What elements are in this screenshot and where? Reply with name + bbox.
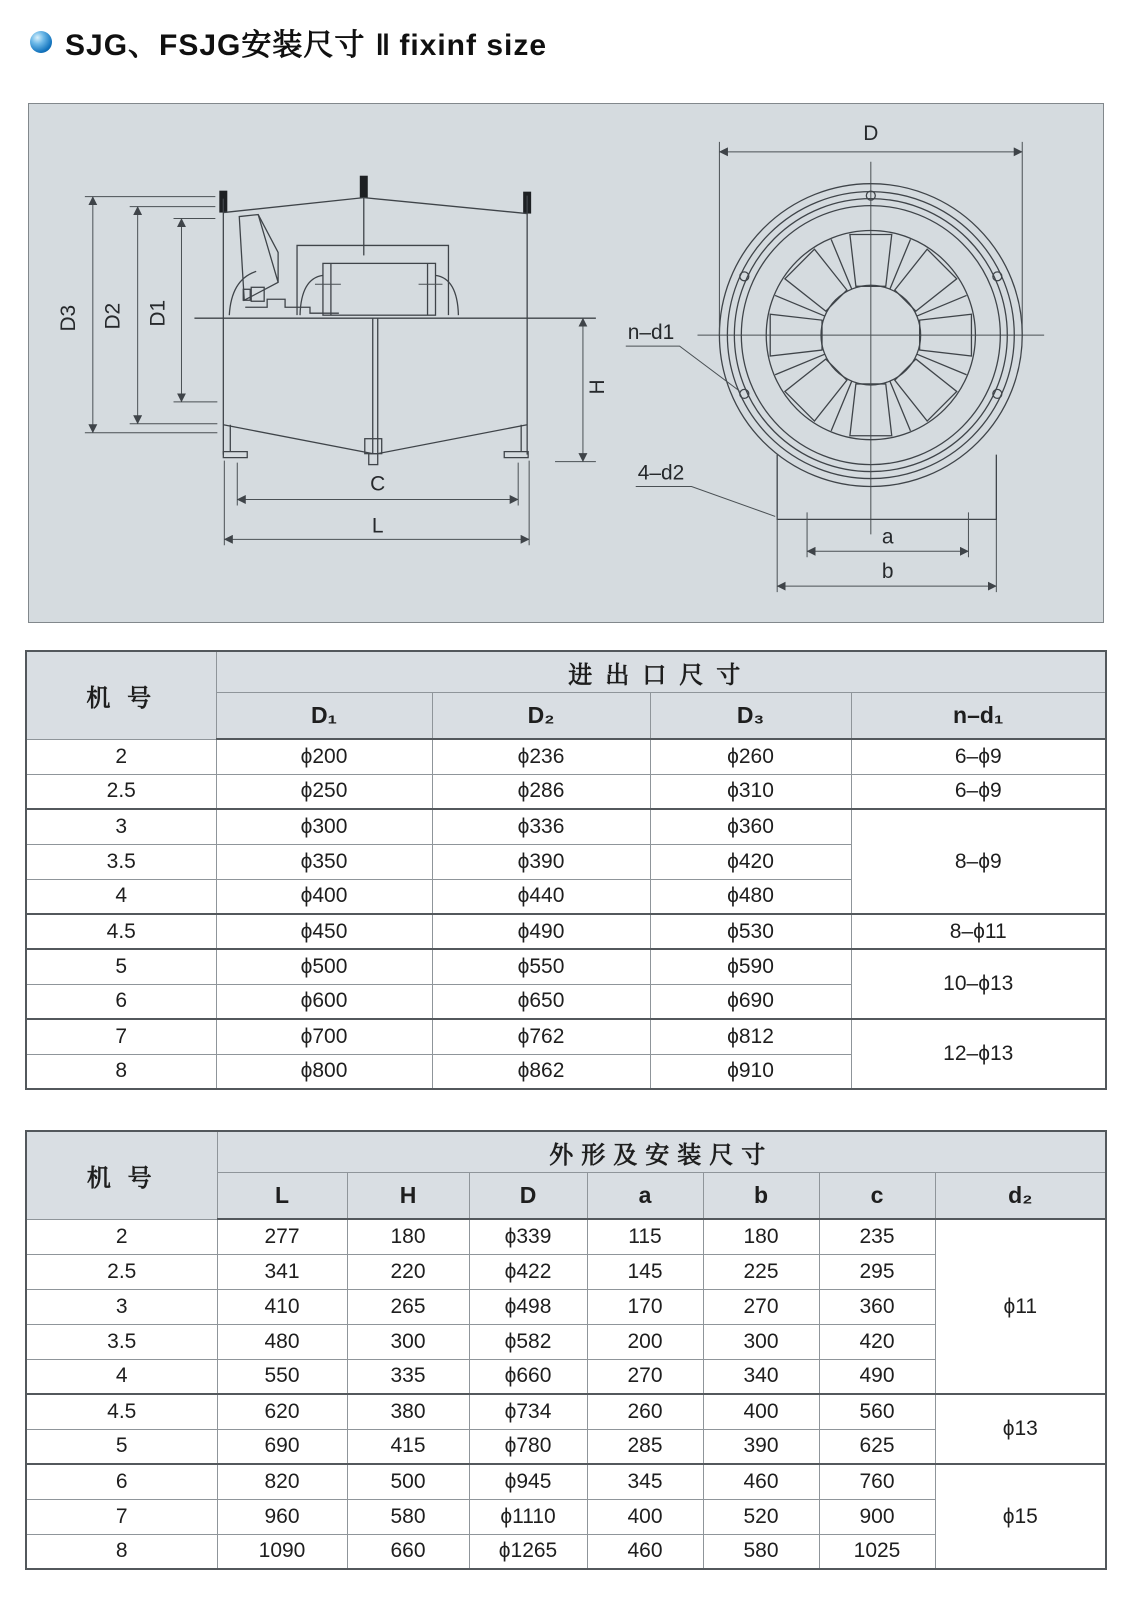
dim-label-d: D bbox=[863, 121, 879, 145]
table-cell: 225 bbox=[703, 1254, 819, 1289]
table-cell: ϕ260 bbox=[650, 739, 851, 774]
table-cell: ϕ300 bbox=[216, 809, 432, 844]
dim-label-l: L bbox=[371, 514, 384, 538]
table-cell: 8–ϕ11 bbox=[851, 914, 1106, 949]
table-cell: ϕ360 bbox=[650, 809, 851, 844]
dim-label-b: b bbox=[881, 560, 894, 584]
dim-label-a: a bbox=[881, 525, 894, 549]
dim-label-d2: D2 bbox=[101, 302, 125, 330]
table-cell: 660 bbox=[347, 1534, 469, 1569]
table-cell: ϕ910 bbox=[650, 1054, 851, 1089]
front-view-dimensions bbox=[626, 122, 1022, 592]
table-cell: ϕ600 bbox=[216, 984, 432, 1019]
page-title bbox=[65, 20, 547, 64]
table-cell: ϕ498 bbox=[469, 1289, 587, 1324]
table-cell: 580 bbox=[703, 1534, 819, 1569]
table-cell: 345 bbox=[587, 1464, 703, 1499]
table-cell: ϕ15 bbox=[935, 1464, 1106, 1569]
inlet-outlet-size-table bbox=[25, 650, 1107, 1090]
t2-header-col-c: c bbox=[819, 1173, 935, 1220]
anchor-post-center bbox=[360, 176, 368, 198]
machine-no-cell: 7 bbox=[26, 1019, 216, 1054]
table-cell: 460 bbox=[587, 1534, 703, 1569]
table-row bbox=[26, 1394, 1106, 1429]
table-cell: ϕ550 bbox=[432, 949, 650, 984]
machine-no-cell: 3.5 bbox=[26, 844, 216, 879]
table-cell: ϕ420 bbox=[650, 844, 851, 879]
table-row bbox=[26, 809, 1106, 844]
table-cell: ϕ236 bbox=[432, 739, 650, 774]
table-cell: 900 bbox=[819, 1499, 935, 1534]
table-cell: ϕ440 bbox=[432, 879, 650, 914]
table-cell: 820 bbox=[217, 1464, 347, 1499]
table-row bbox=[26, 914, 1106, 949]
table-cell: 180 bbox=[703, 1219, 819, 1254]
page-title-zh: SJG、FSJG安装尺寸 bbox=[65, 29, 366, 62]
table-cell: ϕ780 bbox=[469, 1429, 587, 1464]
table-cell: 6–ϕ9 bbox=[851, 739, 1106, 774]
dim-label-c: C bbox=[370, 472, 386, 496]
machine-no-cell: 6 bbox=[26, 1464, 217, 1499]
machine-no-cell: 2.5 bbox=[26, 1254, 217, 1289]
table-cell: ϕ13 bbox=[935, 1394, 1106, 1464]
table-cell: 200 bbox=[587, 1324, 703, 1359]
table-cell: 341 bbox=[217, 1254, 347, 1289]
table-cell: ϕ500 bbox=[216, 949, 432, 984]
table-cell: 390 bbox=[703, 1429, 819, 1464]
t2-header-col-a: a bbox=[587, 1173, 703, 1220]
table-cell: 285 bbox=[587, 1429, 703, 1464]
table-cell: 520 bbox=[703, 1499, 819, 1534]
callout-label-n-d1: n–d1 bbox=[627, 321, 675, 345]
t2-header-machine-no: 机 号 bbox=[26, 1131, 217, 1219]
table-cell: 235 bbox=[819, 1219, 935, 1254]
table-cell: 960 bbox=[217, 1499, 347, 1534]
table-cell: ϕ1110 bbox=[469, 1499, 587, 1534]
machine-no-cell: 2.5 bbox=[26, 774, 216, 809]
table-row bbox=[26, 1464, 1106, 1499]
table-cell: 12–ϕ13 bbox=[851, 1019, 1106, 1089]
table-cell: ϕ310 bbox=[650, 774, 851, 809]
table-cell: ϕ734 bbox=[469, 1394, 587, 1429]
outline-installation-size-table bbox=[25, 1130, 1107, 1570]
table-cell: 500 bbox=[347, 1464, 469, 1499]
table-cell: ϕ339 bbox=[469, 1219, 587, 1254]
table-cell: 480 bbox=[217, 1324, 347, 1359]
table-cell: 420 bbox=[819, 1324, 935, 1359]
title-separator: ‖ bbox=[375, 29, 392, 62]
t2-header-col-b: b bbox=[703, 1173, 819, 1220]
table-cell: 260 bbox=[587, 1394, 703, 1429]
callout-label-4-d2: 4–d2 bbox=[637, 461, 685, 485]
table-cell: 690 bbox=[217, 1429, 347, 1464]
table-row bbox=[26, 949, 1106, 984]
table-cell: 400 bbox=[587, 1499, 703, 1534]
machine-no-cell: 3.5 bbox=[26, 1324, 217, 1359]
table-cell: 10–ϕ13 bbox=[851, 949, 1106, 1019]
table-cell: 410 bbox=[217, 1289, 347, 1324]
table-cell: ϕ400 bbox=[216, 879, 432, 914]
machine-no-cell: 6 bbox=[26, 984, 216, 1019]
table-cell: 490 bbox=[819, 1359, 935, 1394]
table-cell: ϕ690 bbox=[650, 984, 851, 1019]
t2-header-col-l: L bbox=[217, 1173, 347, 1220]
table-cell: 295 bbox=[819, 1254, 935, 1289]
t1-header-col-d2: D₂ bbox=[432, 693, 650, 740]
table-cell: 760 bbox=[819, 1464, 935, 1499]
page-title-en: fixinf size bbox=[399, 29, 548, 62]
table-row bbox=[26, 1019, 1106, 1054]
table-cell: ϕ530 bbox=[650, 914, 851, 949]
table-row bbox=[26, 1219, 1106, 1254]
page-title-row bbox=[30, 20, 547, 64]
machine-no-cell: 3 bbox=[26, 1289, 217, 1324]
table-cell: ϕ286 bbox=[432, 774, 650, 809]
table-cell: 360 bbox=[819, 1289, 935, 1324]
table-cell: ϕ390 bbox=[432, 844, 650, 879]
front-view bbox=[697, 162, 1044, 535]
machine-no-cell: 2 bbox=[26, 1219, 217, 1254]
table-cell: 270 bbox=[587, 1359, 703, 1394]
table-cell: 415 bbox=[347, 1429, 469, 1464]
t2-header-col-d2: d₂ bbox=[935, 1173, 1106, 1220]
fan-technical-drawing bbox=[29, 104, 1103, 622]
table-cell: 560 bbox=[819, 1394, 935, 1429]
table-cell: ϕ812 bbox=[650, 1019, 851, 1054]
t1-header-col-nd1: n–d₁ bbox=[851, 693, 1106, 740]
table-cell: 625 bbox=[819, 1429, 935, 1464]
t2-header-col-h: H bbox=[347, 1173, 469, 1220]
table-cell: ϕ350 bbox=[216, 844, 432, 879]
t1-header-col-d3: D₃ bbox=[650, 693, 851, 740]
table-cell: 580 bbox=[347, 1499, 469, 1534]
table-cell: 220 bbox=[347, 1254, 469, 1289]
table-cell: 380 bbox=[347, 1394, 469, 1429]
machine-no-cell: 2 bbox=[26, 739, 216, 774]
machine-no-cell: 4.5 bbox=[26, 914, 216, 949]
table-cell: 277 bbox=[217, 1219, 347, 1254]
table-cell: ϕ490 bbox=[432, 914, 650, 949]
machine-no-cell: 5 bbox=[26, 949, 216, 984]
table-cell: ϕ480 bbox=[650, 879, 851, 914]
table-cell: ϕ336 bbox=[432, 809, 650, 844]
t2-header-col-d: D bbox=[469, 1173, 587, 1220]
machine-no-cell: 4 bbox=[26, 879, 216, 914]
machine-no-cell: 4.5 bbox=[26, 1394, 217, 1429]
machine-no-cell: 4 bbox=[26, 1359, 217, 1394]
table-cell: 460 bbox=[703, 1464, 819, 1499]
table-cell: ϕ660 bbox=[469, 1359, 587, 1394]
t1-header-machine-no: 机 号 bbox=[26, 651, 216, 739]
machine-no-cell: 7 bbox=[26, 1499, 217, 1534]
table-cell: ϕ700 bbox=[216, 1019, 432, 1054]
t1-header-col-d1: D₁ bbox=[216, 693, 432, 740]
t2-header-group: 外形及安装尺寸 bbox=[217, 1131, 1106, 1173]
technical-drawing-panel bbox=[28, 103, 1104, 623]
machine-no-cell: 8 bbox=[26, 1054, 216, 1089]
table-cell: 620 bbox=[217, 1394, 347, 1429]
table-cell: ϕ650 bbox=[432, 984, 650, 1019]
table-row bbox=[26, 739, 1106, 774]
table-cell: ϕ422 bbox=[469, 1254, 587, 1289]
side-view-dimensions bbox=[57, 197, 609, 546]
machine-no-cell: 3 bbox=[26, 809, 216, 844]
table-cell: ϕ800 bbox=[216, 1054, 432, 1089]
bullet-icon bbox=[30, 31, 52, 53]
dim-label-h: H bbox=[585, 379, 609, 395]
table-cell: 270 bbox=[703, 1289, 819, 1324]
table-cell: 145 bbox=[587, 1254, 703, 1289]
table-cell: ϕ590 bbox=[650, 949, 851, 984]
table-cell: 340 bbox=[703, 1359, 819, 1394]
table-cell: ϕ762 bbox=[432, 1019, 650, 1054]
table-cell: 6–ϕ9 bbox=[851, 774, 1106, 809]
table-cell: 8–ϕ9 bbox=[851, 809, 1106, 914]
machine-no-cell: 8 bbox=[26, 1534, 217, 1569]
table-cell: ϕ200 bbox=[216, 739, 432, 774]
table-row bbox=[26, 774, 1106, 809]
table-cell: ϕ945 bbox=[469, 1464, 587, 1499]
table-cell: 400 bbox=[703, 1394, 819, 1429]
table-cell: ϕ11 bbox=[935, 1219, 1106, 1394]
table-cell: ϕ250 bbox=[216, 774, 432, 809]
table-cell: 300 bbox=[347, 1324, 469, 1359]
table-cell: 550 bbox=[217, 1359, 347, 1394]
table-cell: ϕ582 bbox=[469, 1324, 587, 1359]
table-cell: 1025 bbox=[819, 1534, 935, 1569]
table-cell: ϕ1265 bbox=[469, 1534, 587, 1569]
t1-header-group: 进出口尺寸 bbox=[216, 651, 1106, 693]
table-cell: 335 bbox=[347, 1359, 469, 1394]
dim-label-d3: D3 bbox=[56, 304, 80, 332]
table-cell: 265 bbox=[347, 1289, 469, 1324]
table-cell: 1090 bbox=[217, 1534, 347, 1569]
side-view bbox=[194, 176, 595, 465]
table-cell: ϕ450 bbox=[216, 914, 432, 949]
machine-no-cell: 5 bbox=[26, 1429, 217, 1464]
table-cell: 300 bbox=[703, 1324, 819, 1359]
table-cell: 170 bbox=[587, 1289, 703, 1324]
table-cell: 115 bbox=[587, 1219, 703, 1254]
table-cell: 180 bbox=[347, 1219, 469, 1254]
dim-label-d1: D1 bbox=[146, 299, 170, 327]
table-cell: ϕ862 bbox=[432, 1054, 650, 1089]
